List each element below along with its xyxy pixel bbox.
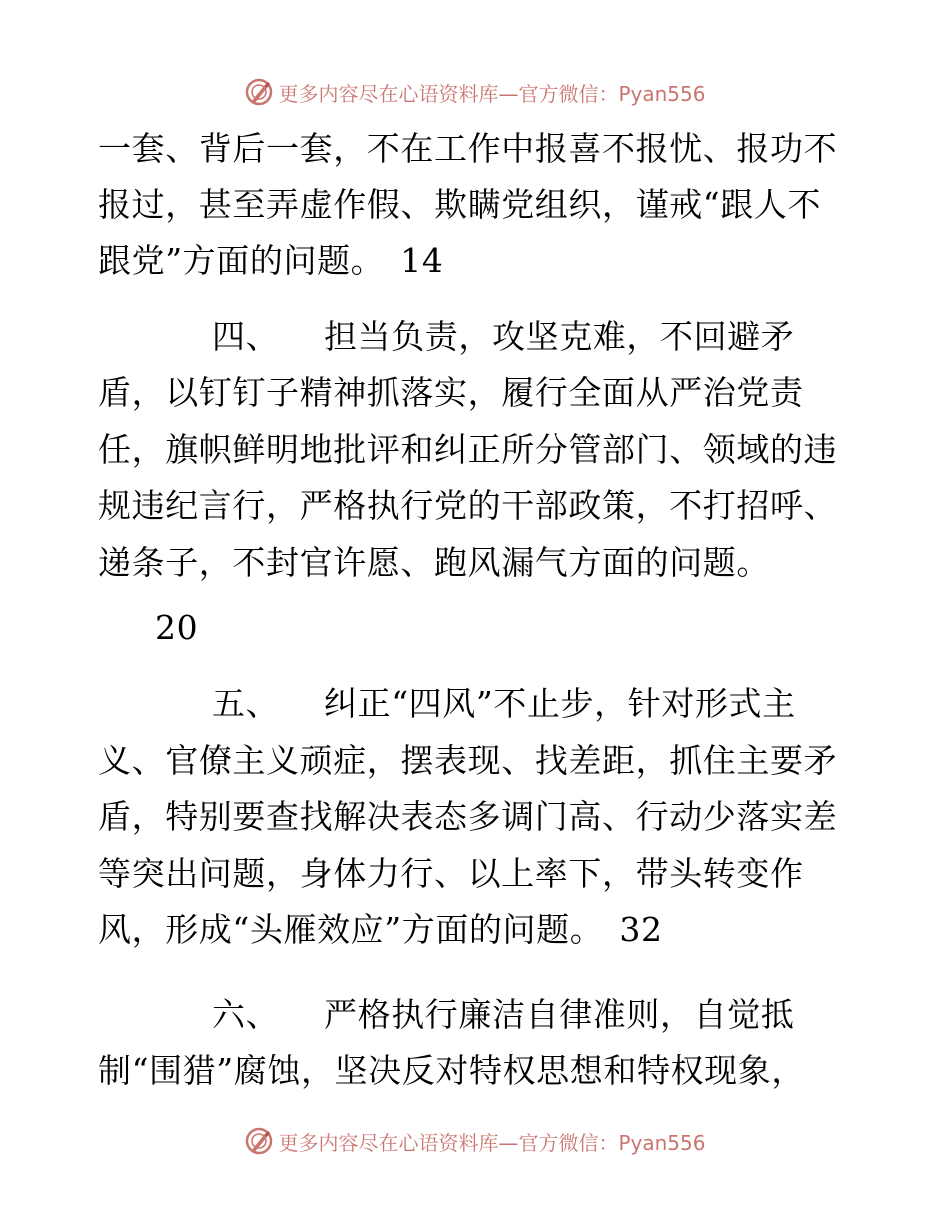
text-line: 递条子，不封官许愿、跑风漏气方面的问题。	[98, 543, 770, 582]
section-heading	[212, 995, 950, 1035]
text-line: 规违纪言行，严格执行党的干部政策，不打招呼、	[98, 486, 838, 525]
page-reference: 20	[155, 608, 199, 647]
section-heading-text: 纠正“四风”不止步，针对形式主	[324, 684, 796, 723]
section-number: 六、	[212, 995, 280, 1034]
text-line-content: 跟党”方面的问题。	[98, 241, 385, 280]
header-banner-text: 更多内容尽在心语资料库—官方微信：Pyan556	[278, 81, 706, 106]
section-heading-text: 担当负责，攻坚克难，不回避矛	[324, 317, 795, 356]
text-line: 盾，以钉钉子精神抓落实，履行全面从严治党责	[98, 373, 804, 412]
text-line-content: 风，形成“头雁效应”方面的问题。	[98, 910, 604, 949]
header-banner	[0, 72, 950, 112]
text-line: 盾，特别要查找解决表态多调门高、行动少落实差	[98, 797, 838, 836]
page-reference: 32	[619, 910, 663, 949]
footer-banner-text: 更多内容尽在心语资料库—官方微信：Pyan556	[278, 1130, 706, 1155]
section-number: 四、	[212, 317, 280, 356]
page-reference: 14	[400, 241, 444, 280]
section-heading	[212, 317, 950, 357]
text-line	[98, 910, 858, 950]
text-line: 报过，甚至弄虚作假、欺瞒党组织，谨戒“跟人不	[98, 185, 822, 224]
text-line: 任，旗帜鲜明地批评和纠正所分管部门、领域的违	[98, 430, 838, 469]
pen-seal-logo-icon	[244, 77, 274, 107]
section-heading	[212, 684, 950, 724]
text-line	[98, 241, 858, 281]
section-number: 五、	[212, 684, 280, 723]
text-line: 制“围猎”腐蚀，坚决反对特权思想和特权现象，	[98, 1051, 805, 1090]
text-line: 一套、背后一套，不在工作中报喜不报忧、报功不	[98, 129, 838, 168]
footer-banner	[0, 1121, 950, 1161]
pen-seal-logo-icon	[244, 1126, 274, 1156]
text-line: 等突出问题，身体力行、以上率下，带头转变作	[98, 854, 804, 893]
section-heading-text: 严格执行廉洁自律准则，自觉抵	[324, 995, 795, 1034]
text-line: 义、官僚主义顽症，摆表现、找差距，抓住主要矛	[98, 741, 838, 780]
